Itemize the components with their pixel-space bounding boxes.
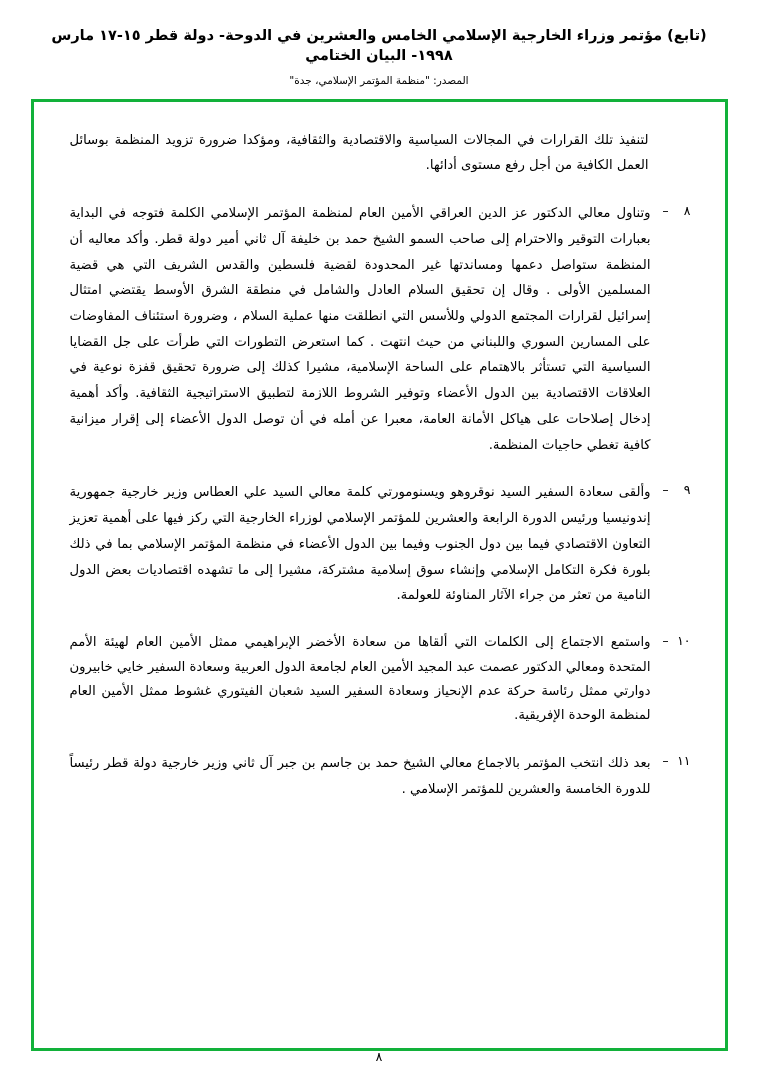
list-item xyxy=(68,480,691,609)
item-number: ٩ xyxy=(683,482,691,498)
item-marker xyxy=(651,480,691,609)
list-item xyxy=(68,751,691,802)
item-marker xyxy=(651,631,691,729)
item-marker xyxy=(651,201,691,458)
item-text: بعد ذلك انتخب المؤتمر بالاجماع معالي الشيخ حمد بن جاسم بن جبر آل ثاني وزير خارجية دولة قطر رئيساً للدورة الخامسة والعشرين للمؤتمر الإسلامي . xyxy=(69,755,651,797)
page-number: ٨ xyxy=(375,1049,383,1064)
item-dash: – xyxy=(662,203,669,219)
item-text: وألقى سعادة السفير السيد نوقروهو ويسنومورتي كلمة معالي السيد علي العطاس وزير خارجية جمهورية إندونيسيا ورئيس الدورة الرابعة والعشرين للمؤتمر الإسلامي لوزراء الخارجية التي ركز فيها على أهمية تعزيز التعاون الاقتصادي فيما بين دول الجنوب وفيما بين الدول الأعضاء في منظمة المؤتمر الإسلامي بما في ذلك بلورة فكرة التكامل الإسلامي وإنشاء سوق إسلامية مشتركة، مشيرا إلى ما تشهده اقتصاديات بعض الدول النامية من تعثر من جراء الآثار المناوئة للعولمة. xyxy=(69,485,651,604)
continued-paragraph: لتنفيذ تلك القرارات في المجالات السياسية والاقتصادية والثقافية، ومؤكدا ضرورة تزويد المنظمة بوسائل العمل الكافية من أجل رفع مستوى أدائها. xyxy=(69,132,649,174)
item-text: واستمع الاجتماع إلى الكلمات التي ألقاها من سعادة الأخضر الإبراهيمي ممثل الأمين العام لهيئة الأمم المتحدة ومعالي الدكتور عصمت عبد المجيد الأمين العام لجامعة الدول العربية وسعادة السفير خايي خابيرون دوارتي ممثل رئاسة حركة عدم الإنحياز وسعادة السفير السيد شعبان الفيتوري غشوط ممثل الأمين العام لمنظمة الوحدة الإفريقية. xyxy=(69,635,651,724)
list-item xyxy=(68,201,691,458)
content-frame xyxy=(31,99,728,1051)
item-number: ١٠ xyxy=(677,633,691,649)
item-dash: – xyxy=(662,633,669,649)
page-title: (تابع) مؤتمر وزراء الخارجية الإسلامي الخامس والعشرين في الدوحة- دولة قطر ١٥-١٧ مارس ١٩٩٨- البيان الختامي xyxy=(51,28,707,65)
item-dash: – xyxy=(662,482,669,498)
item-text: وتناول معالي الدكتور عز الدين العراقي الأمين العام لمنظمة المؤتمر الإسلامي الكلمة فتوجه في البداية بعبارات التوقير والاحترام إلى صاحب السمو الشيخ حمد بن خليفة آل ثاني أمير دولة قطر. وأكد معاليه أن المنظمة ستواصل دعمها ومساندتها غير المحدودة لقضية فلسطين والقدس الشريف التي هي قضية المسلمين الأولى . وقال إن تحقيق السلام العادل والشامل في منطقة الشرق الأوسط يقتضي امتثال إسرائيل لقرارات المجتمع الدولي وللأسس التي انطلقت منها عملية السلام ، وضرورة استئناف المفاوضات على المسارين السوري واللبناني من حيث انتهت . كما استعرض التطورات التي طرأت على جل القضايا السياسية التي تستأثر بالاهتمام على الساحة الإسلامية، مشيرا كذلك إلى ضرورة تحقيق قفزة نوعية في العلاقات الاقتصادية بين الدول الأعضاء وتوفير الشروط اللازمة لتطبيق الاستراتيجية الثقافية. وأكد أهمية إدخال إصلاحات على هياكل الأمانة العامة، معبرا عن أمله في أن توصل الدول الأعضاء إلى إقرار ميزانية كافية تغطي حاجيات المنظمة. xyxy=(69,206,651,453)
list-item xyxy=(68,631,691,729)
item-marker xyxy=(651,751,691,802)
source-line: المصدر: "منظمة المؤتمر الإسلامي، جدة" xyxy=(289,74,469,87)
item-dash: – xyxy=(662,752,669,768)
item-number: ١١ xyxy=(677,752,691,768)
item-number: ٨ xyxy=(683,203,691,219)
